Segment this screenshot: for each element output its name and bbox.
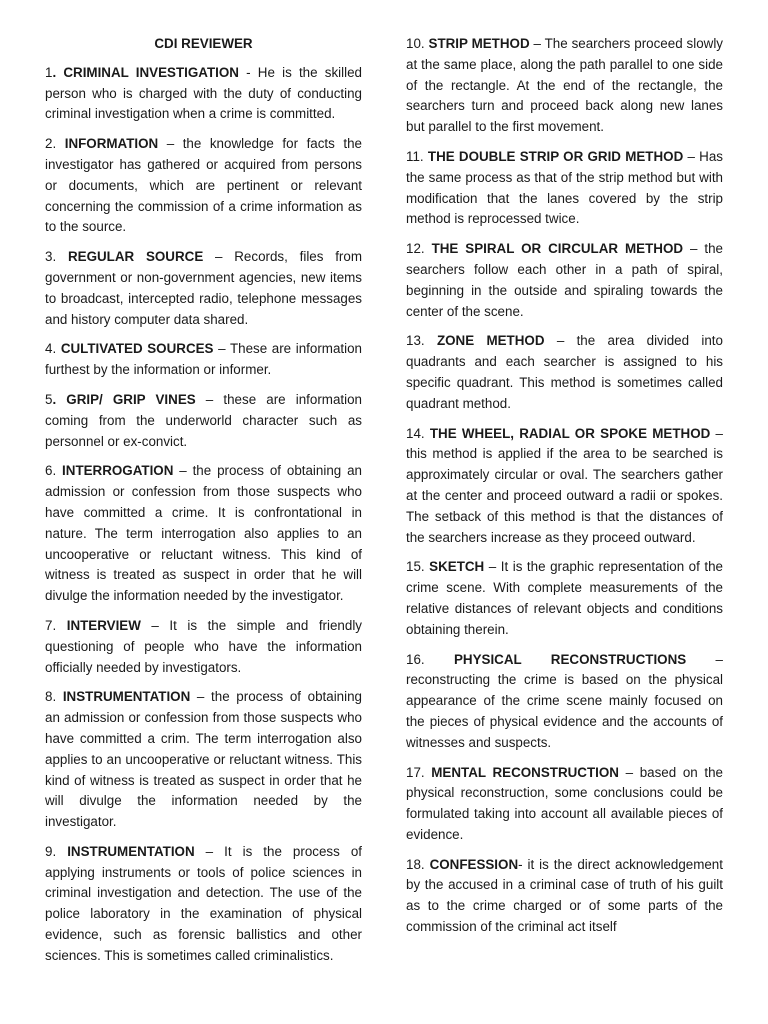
left-column [45,34,362,976]
entry-9 [45,842,362,967]
entry-sep: . [420,333,437,349]
entry-number: 8 [45,689,53,705]
entry-text: – this method is applied if the area to be searched is approximately circular or oval. The searchers gather at the center and proceed outward a radii or spokes. The setback of this method is that the distances of the searchers increase as they proceed outward. [406,425,723,545]
entry-2 [45,134,362,238]
entry-term: ZONE METHOD [436,333,545,349]
entry-sep: . [420,241,432,257]
entry-number: 18 [406,856,421,872]
entry-number: 3 [45,249,53,265]
entry-text: – based on the physical reconstruction, some conclusions could be formulated taking into account all available pieces of evidence. [406,764,723,842]
entry-sep: . [420,559,430,575]
entry-text: – These are information furthest by the information or informer. [45,341,362,378]
entry-text: – the searchers follow each other in a path of spiral, beginning in the outside and spiraling towards the center of the scene. [406,241,723,319]
entry-sep: . [420,764,432,780]
entry-text: - He is the skilled person who is charged with the duty of conducting criminal investigation when a crime is committed. [45,64,362,122]
entry-number: 1 [45,64,53,80]
entry-sep: . [420,651,454,667]
entry-number: 16 [406,651,421,667]
entry-number: 17 [406,764,421,780]
entry-text: – the knowledge for facts the investigator has gathered or acquired from persons or documents, which are pertinent or relevant concerning the commission of a crime information as to the source. [45,136,362,235]
entry-text: – the process of obtaining an admission or confession from those suspects who have committed a crim. The term interrogation also applies to an uncooperative or reluctant witness. This kind of witness is treated as suspect in order that he will divulge the information needed by the investigator. [45,689,362,830]
entry-number: 6 [45,463,53,479]
entry-term: INTERVIEW [66,617,141,633]
entry-term: CRIMINAL INVESTIGATION [63,64,239,80]
entry-18 [406,855,723,938]
entry-4 [45,339,362,381]
entry-number: 14 [406,425,421,441]
entry-term: CONFESSION [429,856,519,872]
entry-3 [45,247,362,330]
entry-number: 5 [45,391,53,407]
entry-sep: . [52,136,65,152]
entry-term: SKETCH [429,559,485,575]
entry-term: INSTRUMENTATION [62,689,191,705]
entry-text: – reconstructing the crime is based on the physical appearance of the crime scene mainly focused on the pieces of physical evidence and the accounts of witnesses and suspects. [406,651,723,750]
entry-term: STRIP METHOD [428,36,530,51]
entry-text: – Records, files from government or non-government agencies, new items to broadcast, intercepted radio, telephone messages and history computer data shared. [45,249,362,327]
entry-13 [406,331,723,414]
entry-sep: . [52,249,68,265]
entry-text: – these are information coming from the underworld character such as personnel or ex-convict. [45,391,362,449]
entry-number: 10 [406,36,421,51]
entry-term: GRIP/ GRIP VINES [66,391,196,407]
entry-text: – the process of obtaining an admission or confession from those suspects who have committed a crime. It is confrontational in nature. The term interrogation also applies to an uncooperative or reluctant witness. This kind of witness is treated as suspect in order that he will divulge the information needed by the investigator. [45,463,362,604]
entry-sep: . [52,617,67,633]
entry-term: INFORMATION [64,136,159,152]
entry-6 [45,461,362,607]
entry-term: REGULAR SOURCE [67,249,204,265]
entry-number: 4 [45,341,53,357]
entry-term: PHYSICAL RECONSTRUCTIONS [453,651,687,667]
entry-5 [45,390,362,452]
document-title: CDI REVIEWER [154,36,253,51]
right-column [406,34,723,947]
entry-text: – the area divided into quadrants and each searcher is assigned to his specific quadrant. This method is sometimes called quadrant method. [406,333,723,411]
entry-15 [406,557,723,640]
entry-number: 2 [45,136,53,152]
entry-11 [406,147,723,230]
entry-1 [45,63,362,125]
entry-7 [45,616,362,678]
entry-term: INTERROGATION [62,463,174,479]
entry-12 [406,239,723,322]
entry-14 [406,424,723,549]
entry-sep: . [420,856,430,872]
entry-number: 7 [45,617,53,633]
entry-16 [406,650,723,754]
entry-sep: . [419,148,428,164]
entry-sep: . [52,64,64,80]
entry-sep: . [420,36,429,51]
entry-17 [406,763,723,846]
entry-number: 13 [406,333,421,349]
entry-sep: . [52,391,67,407]
entry-sep: . [52,341,61,357]
entry-text: – It is the process of applying instruments or tools of police sciences in criminal investigation and detection. The use of the police laboratory in the examination of physical evidence, such as forensic ballistics and other sciences. This is sometimes called criminalistics. [45,843,362,963]
entry-term: MENTAL RECONSTRUCTION [431,764,619,780]
entry-term: INSTRUMENTATION [67,843,195,859]
entry-sep: . [52,689,63,705]
entry-10 [406,34,723,138]
entry-text: - it is the direct acknowledgement by the accused in a criminal case of truth of his guilt as to the crime charged or of some parts of the commission of the criminal act itself [406,856,723,935]
entry-sep: . [420,425,430,441]
entry-text: – It is the graphic representation of the crime scene. With complete measurements of the relative distances of relevant objects and conditions obtaining therein. [406,559,723,637]
entry-8 [45,687,362,833]
entry-sep: . [52,843,68,859]
entry-number: 9 [45,843,53,859]
entry-term: THE WHEEL, RADIAL OR SPOKE METHOD [429,425,711,441]
entry-number: 12 [406,241,421,257]
entry-term: THE SPIRAL OR CIRCULAR METHOD [431,241,684,257]
entry-number: 15 [406,559,421,575]
entry-text: – Has the same process as that of the strip method but with modification that the lanes covered by the strip method is reprocessed twice. [406,148,723,227]
entry-number: 11 [406,148,420,164]
entry-sep: . [52,463,63,479]
entry-text: – The searchers proceed slowly at the same place, along the path parallel to one side of the rectangle. At the end of the rectangle, the searchers turn and proceed back along new lanes but parallel to the first movement. [406,36,723,135]
entry-term: THE DOUBLE STRIP OR GRID METHOD [427,148,684,164]
entry-text: – It is the simple and friendly questioning of people who have the information officially needed by investigators. [45,617,362,675]
entry-term: CULTIVATED SOURCES [60,341,214,357]
